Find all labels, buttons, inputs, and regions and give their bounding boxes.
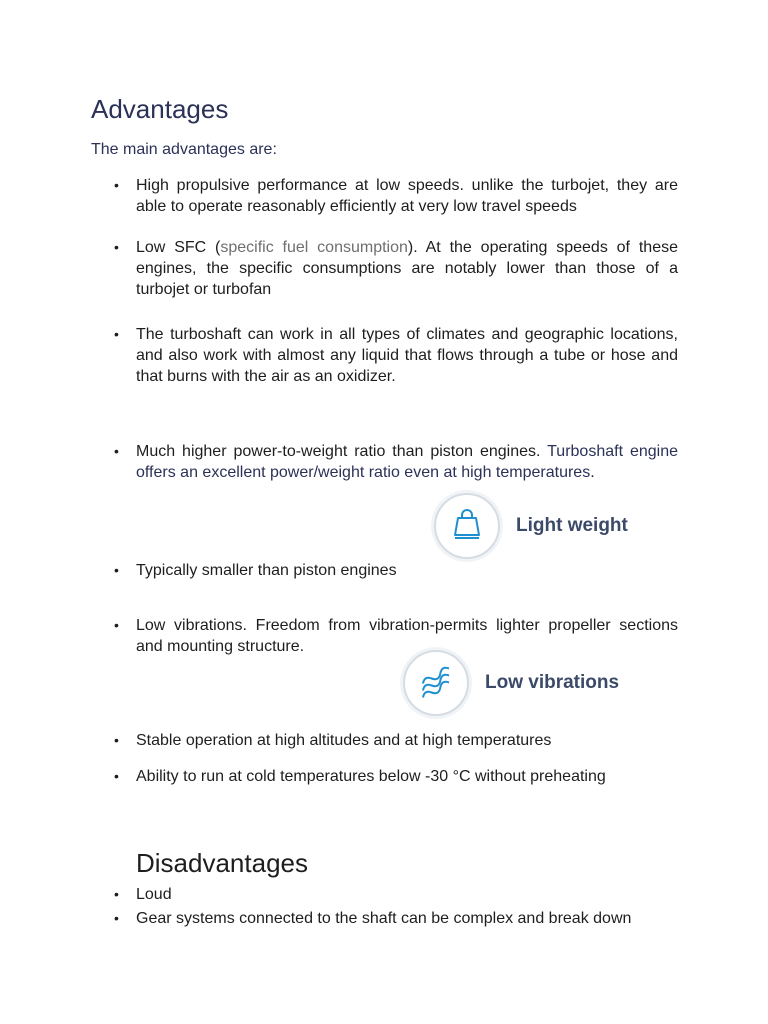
badge-circle <box>403 650 469 716</box>
bullet: • <box>114 239 119 255</box>
bullet: • <box>114 177 119 193</box>
bullet: • <box>114 768 119 784</box>
list-item: • The turboshaft can work in all types of climates and geographic locations, and also work with almost any liquid that flows through a tube or hose and that burns with the air as an oxidizer. <box>114 326 678 385</box>
list-item: • Typically smaller than piston engines <box>114 562 397 579</box>
list-item: • Gear systems connected to the shaft can be complex and break down <box>114 910 632 927</box>
bullet: • <box>114 443 119 459</box>
light-weight-badge <box>434 493 628 559</box>
advantages-intro: The main advantages are: <box>91 141 277 158</box>
bullet: • <box>114 732 119 748</box>
list-item: • Much higher power-to-weight ratio than piston engines. Turboshaft engine offers an excellent power/weight ratio even at high temperatures. <box>114 443 678 481</box>
badge-circle <box>434 493 500 559</box>
disadvantages-heading: Disadvantages <box>136 848 308 878</box>
bullet: • <box>114 326 119 342</box>
bullet: • <box>114 617 119 633</box>
list-item: • Low SFC (specific fuel consumption). At the operating speeds of these engines, the specific consumptions are notably lower than those of a turbojet or turbofan <box>114 239 678 298</box>
bullet: • <box>114 886 119 902</box>
bullet: • <box>114 910 119 926</box>
highlighted-text: Turboshaft engine offers an excellent power/weight ratio even at high temperatures <box>136 443 678 481</box>
low-vibrations-badge <box>403 650 619 716</box>
light-weight-label: Light weight <box>516 515 628 536</box>
low-vibrations-label: Low vibrations <box>485 672 620 693</box>
list-item: • Ability to run at cold temperatures below -30 °C without preheating <box>114 768 606 785</box>
advantages-heading: Advantages <box>91 94 229 124</box>
list-item: • High propulsive performance at low speeds. unlike the turbojet, they are able to operate reasonably efficiently at very low travel speeds <box>114 177 678 215</box>
vibration-waves-icon <box>417 664 455 703</box>
weight-icon <box>450 507 484 546</box>
list-item: • Stable operation at high altitudes and at high temperatures <box>114 732 552 749</box>
list-item: • Low vibrations. Freedom from vibration-permits lighter propeller sections and mounting structure. <box>114 617 678 655</box>
list-item: • Loud <box>114 886 172 903</box>
sfc-link[interactable]: specific fuel consumption <box>220 239 408 256</box>
bullet: • <box>114 562 119 578</box>
